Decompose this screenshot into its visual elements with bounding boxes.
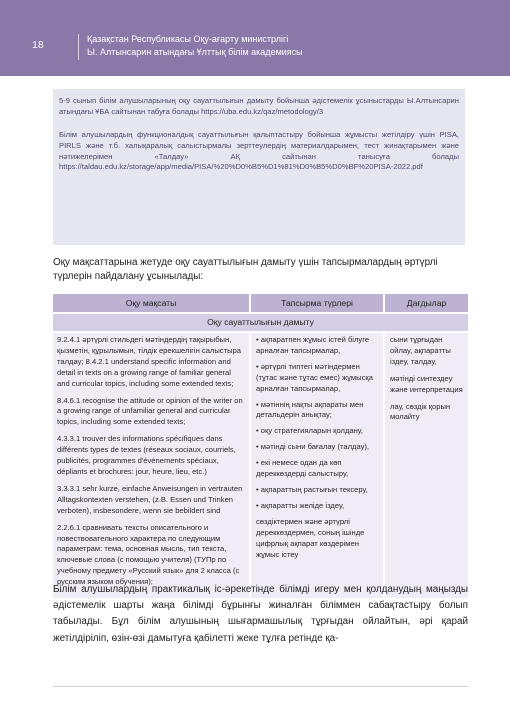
header-academy: Ы. Алтынсарин атындағы Ұлттық білім академиясы <box>87 46 303 57</box>
intro-paragraph: Оқу мақсаттарына жетуде оқу сауаттылығын дамыту үшін тапсырмалардың әртүрлі түрлерін пайдалану ұсынылады: <box>53 257 438 282</box>
goal-item: 9.2.4.1 әртүрлі стильдегі мәтіндердің тақырыбын, қызметін, құрылымын, тілдік ерекшелігін салыстыра талдау; 8.4.2.1 understand specific information and detail in texts on a growing range of familiar general and curricular topics, including some extended texts; <box>57 335 241 388</box>
skill-item: мәтінді синтездеу және интерпретация <box>390 373 463 394</box>
task-type-item: • ақпаратты желіде іздеу, <box>256 500 345 510</box>
task-type-item: • оқу стратегияларын қолдану, <box>256 426 363 436</box>
header-publisher <box>87 33 303 58</box>
table-header-row <box>53 294 468 313</box>
note-paragraph-2: Білім алушылардың функционалдық сауаттылығын қалыптастыру бойынша жұмысты жетілдіру үшін PISA, PIRLS және т.б. халықаралық салыстырмалы зерттеулердің материалдарымен, тест жинақтарымен және нәтижелерімен «Талдау» АҚ сайтынан танысуға болады https://taldau.edu.kz/storage/app/media/PISA/%20%D0%B5%D1%81%D0%B5%D0%BF%20PISA-2022.pdf <box>59 130 459 172</box>
header-divider <box>78 34 79 60</box>
task-type-item: • әртүрлі типтегі мәтіндермен (тұтас және тұтас емес) жұмысқа арналған тапсырмалар, <box>256 361 373 393</box>
reference-note-box <box>53 89 465 245</box>
task-type-item: • мәтіннің нақты ақпараты мен детальдерін анықтау; <box>256 399 364 420</box>
header-learning-goal: Оқу мақсаты <box>53 294 250 313</box>
learning-goals-table <box>53 294 468 598</box>
goals-cell <box>53 332 250 598</box>
footer-divider <box>53 686 468 687</box>
task-type-item: • ақпараттың растығын тексеру, <box>256 484 368 494</box>
table-section-row <box>53 313 468 332</box>
section-title: Оқу сауаттылығын дамыту <box>53 313 468 332</box>
page-number: 18 <box>32 39 44 51</box>
task-type-item: • мәтінді сыни бағалау (талдау), <box>256 442 370 452</box>
goal-item: 8.4.6.1 recognise the attitude or opinion of the writer on a growing range of unfamiliar general and curricular topics, including some extended texts; <box>57 395 243 427</box>
header-skills: Дағдылар <box>384 294 468 313</box>
task-type-item: • ақпаратпен жұмыс істей білуге арналған тапсырмалар, <box>256 335 370 355</box>
goal-item: 3.3.3.1 sehr kurze, einfache Anweisungen in vertrauten Alltagskontexten verstehen, (z.B. Essen und Trinken verboten), insbesondere, wenn sie bebildert sind <box>57 483 243 515</box>
table-row <box>53 332 468 598</box>
skill-item: лау, сөздік қорын молайту <box>390 401 451 422</box>
task-type-item: сөздіктермен және әртүрлі дереккөздермен, соның ішінде цифрлық ақпарат көздерімен жұмыс істеу <box>256 516 365 559</box>
closing-paragraph: Білім алушылардың практикалық іс-әрекетінде білімді игеру мен қолданудың маңызды әдістемелік шарты жаңа білімді бұрынғы жиналған біліммен сабақтастыру болып табылады. Бұл білім алушының шығармашылық тұрғыдан ойлайтын, әрі қарай жетілдіріліп, өзін-өзі дамытуға қабілетті жеке тұлға ретінде қа- <box>53 584 468 644</box>
header-ministry: Қазақстан Республикасы Оқу-ағарту министрлігі <box>87 34 289 44</box>
task-types-cell <box>250 332 384 598</box>
goal-item: 2.2.6.1 сравнивать тексты описательного и повествовательного характера по следующим параметрам: тема, основная мысль, тип текста, ключевые слова (с помощью учителя) (ТУПр по учебному предмету «Русский язык» для 2 класса (с русским языком обучения); <box>57 522 240 587</box>
task-type-item: • екі немесе одан да көп дереккөздерді салыстыру, <box>256 458 349 479</box>
skill-item: сыни тұрғыдан ойлау, ақпаратты іздеу, талдау, <box>390 335 451 366</box>
note-paragraph-1: 5-9 сынып білім алушыларының оқу сауаттылығын дамыту бойынша әдістемелік ұсыныстарды Ы.Алтынсарин атындағы ҰБА сайтынан табуға болады https://uba.edu.kz/qaz/metodology/3 <box>59 96 459 116</box>
skills-cell <box>384 332 468 598</box>
header-task-types: Тапсырма түрлері <box>250 294 384 313</box>
goal-item: 4.3.3.1 trouver des informations spécifiques dans différents types de textes (réseaux sociaux, courriels, publicités, programmes d'événements spéciaux, dépliants et brochures: jour, heure, lieu, etc.) <box>57 434 236 476</box>
